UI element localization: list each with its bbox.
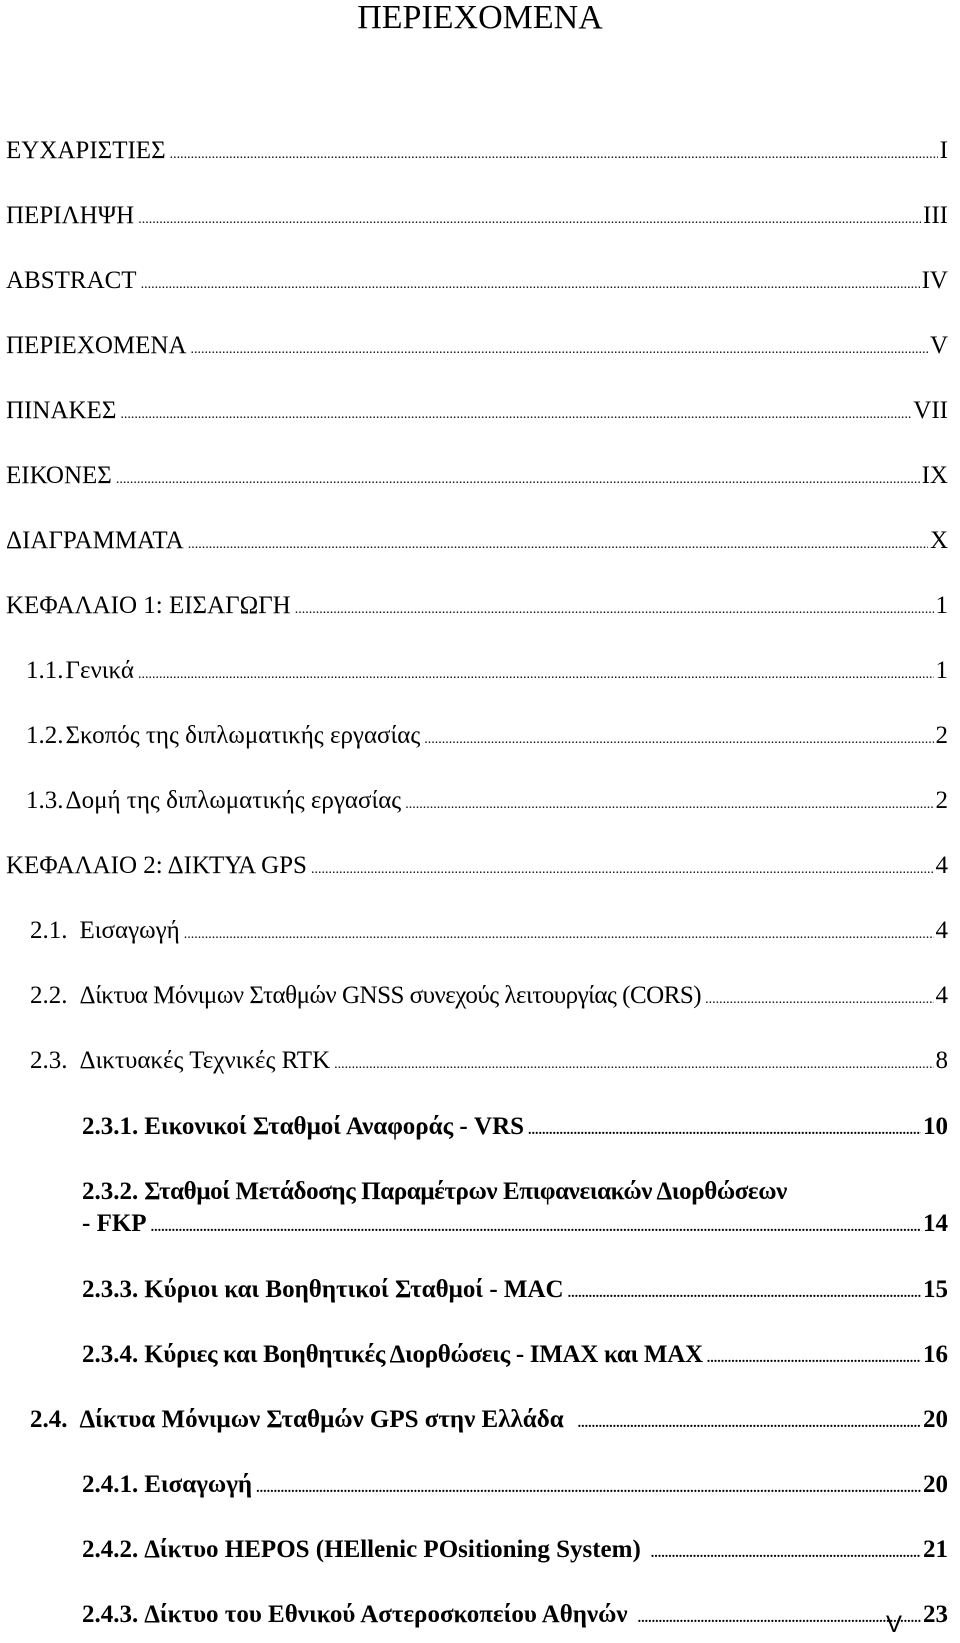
toc-label: ΠΙΝΑΚΕΣ: [6, 397, 117, 424]
toc-page: 20: [923, 1406, 948, 1433]
toc-label-continuation: - FKP: [82, 1210, 147, 1237]
toc-entry-2-3-3[interactable]: [82, 1275, 948, 1309]
toc-number: 2.3.1.: [82, 1113, 139, 1140]
toc-number: 2.3.3.: [82, 1276, 139, 1303]
toc-label: Δίκτυο του Εθνικού Αστεροσκοπείου Αθηνών: [144, 1601, 628, 1628]
toc-entry-chapter-2[interactable]: [6, 851, 948, 885]
toc-label: Δομή της διπλωματικής εργασίας: [65, 787, 402, 814]
toc-entry-diagrams[interactable]: [6, 526, 948, 560]
toc-page: 2: [935, 722, 948, 749]
toc-leader-dots: [334, 1050, 933, 1080]
toc-leader-dots: [311, 855, 934, 885]
toc-leader-dots: [138, 205, 921, 235]
toc-leader-dots: [116, 465, 920, 495]
toc-leader-dots: [707, 1344, 921, 1374]
toc-label: Γενικά: [65, 657, 134, 684]
toc-number: 2.2.: [30, 982, 68, 1009]
toc-number: 1.3.: [26, 787, 64, 814]
toc-label: ΠΕΡΙΕΧΟΜΕΝΑ: [6, 332, 187, 359]
toc-entry-tables[interactable]: [6, 396, 948, 430]
toc-entry-2-3-2[interactable]: [82, 1177, 948, 1243]
toc-entry-2-3[interactable]: [30, 1046, 948, 1080]
toc-entry-2-4[interactable]: [30, 1405, 948, 1439]
toc-entry-2-4-2[interactable]: [82, 1535, 948, 1569]
toc-entry-2-2[interactable]: [30, 981, 948, 1015]
toc-number: 2.4.2.: [82, 1536, 139, 1563]
toc-page: 20: [923, 1471, 948, 1498]
toc-number: 1.1.: [26, 657, 64, 684]
toc-page: 14: [923, 1210, 948, 1237]
toc-label: Σκοπός της διπλωματικής εργασίας: [65, 722, 421, 749]
toc-leader-dots: [188, 530, 928, 560]
toc-leader-dots: [705, 985, 933, 1015]
toc-page: V: [929, 332, 948, 359]
toc-entry-chapter-1[interactable]: [6, 591, 948, 625]
toc-page: VII: [913, 397, 948, 424]
toc-leader-dots: [568, 1279, 921, 1309]
toc-entry-1-2[interactable]: [26, 721, 948, 755]
toc-number: 2.3.: [30, 1047, 68, 1074]
toc-label: Κύριες και Βοηθητικές Διορθώσεις - IMAX και MAX: [144, 1341, 703, 1368]
toc-number: 2.4.1.: [82, 1471, 139, 1498]
toc-page: I: [939, 137, 948, 164]
toc-page: 2: [935, 787, 948, 814]
toc-leader-dots: [638, 1604, 921, 1634]
toc-page: IV: [921, 267, 948, 294]
toc-entry-figures[interactable]: [6, 461, 948, 495]
toc-page: 8: [935, 1047, 948, 1074]
toc-label: Δίκτυα Μόνιμων Σταθμών GNSS συνεχούς λειτουργίας (CORS): [79, 982, 702, 1009]
toc-entry-acknowledgements[interactable]: [6, 136, 948, 170]
toc-label: Εισαγωγή: [144, 1471, 253, 1498]
toc-entry-2-1[interactable]: [30, 916, 948, 950]
toc-entry-1-1[interactable]: [26, 656, 948, 690]
toc-entry-2-4-3[interactable]: [82, 1600, 948, 1634]
toc-leader-dots: [138, 660, 934, 690]
toc-label: ΕΥΧΑΡΙΣΤΙΕΣ: [6, 137, 166, 164]
toc-label: ΚΕΦΑΛΑΙΟ 1: ΕΙΣΑΓΩΓΗ: [6, 592, 291, 619]
toc-page: 4: [935, 917, 948, 944]
toc-number: 2.1.: [30, 917, 68, 944]
toc-label: Εικονικοί Σταθμοί Αναφοράς - VRS: [144, 1113, 525, 1140]
toc-label: ΠΕΡΙΛΗΨΗ: [6, 202, 135, 229]
toc-leader-dots: [191, 335, 928, 365]
toc-label: ΕΙΚΟΝΕΣ: [6, 462, 112, 489]
toc-page: 4: [935, 982, 948, 1009]
toc-label: Εισαγωγή: [79, 917, 180, 944]
toc-leader-dots: [295, 595, 934, 625]
toc-entry-2-3-4[interactable]: [82, 1340, 948, 1374]
toc-label: Δίκτυα Μόνιμων Σταθμών GPS στην Ελλάδα: [79, 1406, 564, 1433]
toc-label: ΔΙΑΓΡΑΜΜΑΤΑ: [6, 527, 184, 554]
toc-page: 23: [923, 1601, 948, 1628]
toc-entry-summary[interactable]: [6, 201, 948, 235]
toc-page: III: [923, 202, 948, 229]
toc-number: 2.3.2.: [82, 1178, 139, 1205]
toc-leader-dots: [528, 1116, 921, 1146]
toc-leader-dots: [141, 270, 920, 300]
toc-page: IX: [921, 462, 948, 489]
toc-entry-abstract[interactable]: [6, 266, 948, 300]
toc-number: 1.2.: [26, 722, 64, 749]
toc-label: Σταθμοί Μετάδοσης Παραμέτρων Επιφανειακών Διορθώσεων: [144, 1178, 787, 1205]
toc-page: 15: [923, 1276, 948, 1303]
page-number-footer: V: [886, 1611, 903, 1638]
toc-leader-dots: [578, 1409, 921, 1439]
toc-page: X: [929, 527, 948, 554]
toc-label: Κύριοι και Βοηθητικοί Σταθμοί - MAC: [144, 1276, 564, 1303]
toc-leader-dots: [424, 725, 933, 755]
toc-leader-dots: [256, 1474, 921, 1504]
toc-number: 2.3.4.: [82, 1341, 139, 1368]
toc-leader-dots: [151, 1213, 921, 1243]
toc-label: Δίκτυο HEPOS (HEllenic POsitioning System): [144, 1536, 641, 1563]
page-title: ΠΕΡΙΕΧΟΜΕΝΑ: [357, 0, 603, 36]
toc-entry-contents[interactable]: [6, 331, 948, 365]
toc-page: 1: [935, 657, 948, 684]
toc-page: 4: [935, 852, 948, 879]
toc-entry-2-3-1[interactable]: [82, 1112, 948, 1146]
toc-page: 1: [935, 592, 948, 619]
toc-leader-dots: [170, 140, 938, 170]
toc-page: 16: [923, 1341, 948, 1368]
toc-leader-dots: [120, 400, 911, 430]
toc-page: 21: [923, 1536, 948, 1563]
toc-entry-1-3[interactable]: [26, 786, 948, 820]
toc-leader-dots: [651, 1539, 921, 1569]
toc-page: 10: [923, 1113, 948, 1140]
toc-number: 2.4.3.: [82, 1601, 139, 1628]
toc-leader-dots: [405, 790, 933, 820]
toc-leader-dots: [184, 920, 934, 950]
toc-label: ΚΕΦΑΛΑΙΟ 2: ΔΙΚΤΥΑ GPS: [6, 852, 307, 879]
toc-number: 2.4.: [30, 1406, 68, 1433]
toc-label: Δικτυακές Τεχνικές RTK: [79, 1047, 331, 1074]
toc-label: ABSTRACT: [6, 267, 137, 294]
toc-entry-2-4-1[interactable]: [82, 1470, 948, 1504]
